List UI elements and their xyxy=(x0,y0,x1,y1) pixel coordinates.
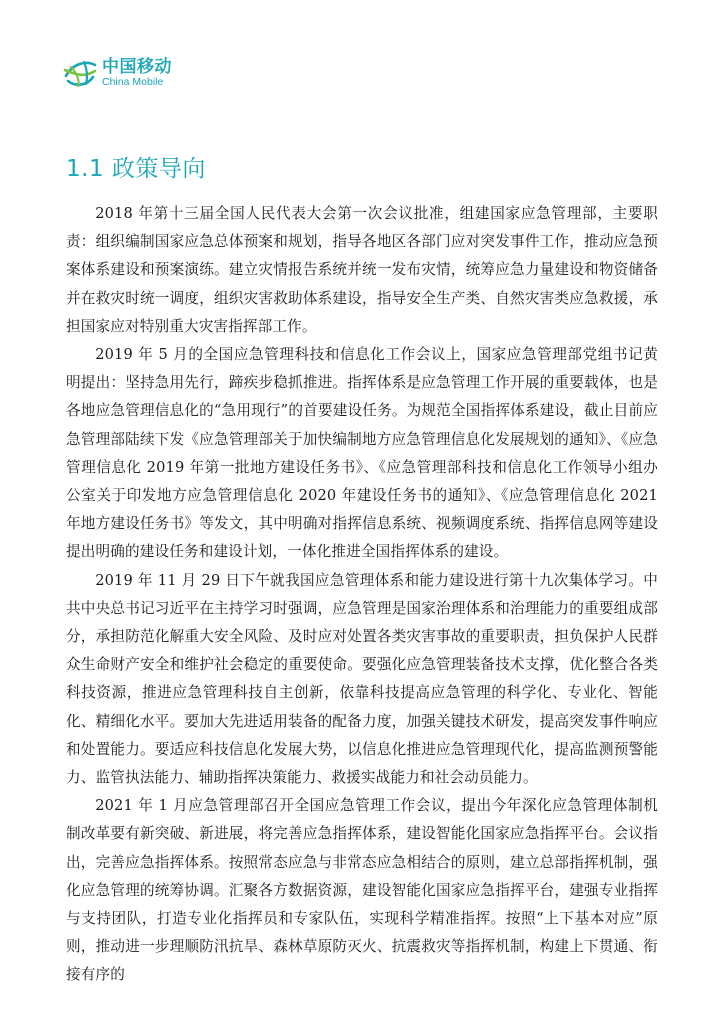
logo-english-name: China Mobile xyxy=(102,75,164,88)
logo-chinese-name: 中国移动 xyxy=(102,56,172,77)
paragraph-3: 2019 年 11 月 29 日下午就我国应急管理体系和能力建设进行第十九次集体学习。中共中央总书记习近平在主持学习时强调，应急管理是国家治理体系和治理能力的重要组成部分，承担防范化解重大安全风险、及时应对处置各类灾害事故的重要职责，担负保护人民群众生命财产安全和维护社会稳定的重要使命。要强化应急管理装备技术支撑，优化整合各类科技资源，推进应急管理科技自主创新，依靠科技提高应急管理的科学化、专业化、智能化、精细化水平。要加大先进适用装备的配备力度，加强关键技术研发，提高突发事件响应和处置能力。要适应科技信息化发展大势，以信息化推进应急管理现代化，提高监测预警能力、监管执法能力、辅助指挥决策能力、救援实战能力和社会动员能力。 xyxy=(66,571,658,787)
section-title: 1.1 政策导向 xyxy=(66,156,206,182)
paragraph-2: 2019 年 5 月的全国应急管理科技和信息化工作会议上，国家应急管理部党组书记黄明提出：坚持急用先行，蹄疾步稳抓推进。指挥体系是应急管理工作开展的重要载体，也是各地应急管理信息化的“急用现行”的首要建设任务。为规范全国指挥体系建设，截止目前应急管理部陆续下发《应急管理部关于加快编制地方应急管理信息化发展规划的通知》、《应急管理信息化 2019 年第一批地方建设任务书》、《应急管理部科技和信息化工作领导小组办公室关于印发地方应急管理信息化 2020 年建设任务书的通知》、《应急管理信息化 2021 年地方建设任务书》等发文，其中明确对指挥信息系统、视频调度系统、指挥信息网等建设提出明确的建设任务和建设计划，一体化推进全国指挥体系的建设。 xyxy=(66,346,658,561)
logo-wordmark xyxy=(102,56,172,88)
paragraph-1: 2018 年第十三届全国人民代表大会第一次会议批准，组建国家应急管理部，主要职责：组织编制国家应急总体预案和规划，指导各地区各部门应对突发事件工作，推动应急预案体系建设和预案演练。建立灾情报告系统并统一发布灾情，统筹应急力量建设和物资储备并在救灾时统一调度，组织灾害救助体系建设，指导安全生产类、自然灾害类应急救援，承担国家应对特别重大灾害指挥部工作。 xyxy=(66,205,658,335)
brand-logo xyxy=(62,56,172,90)
document-body xyxy=(66,200,658,990)
paragraph-4: 2021 年 1 月应急管理部召开全国应急管理工作会议，提出今年深化应急管理体制机制改革要有新突破、新进展，将完善应急指挥体系，建设智能化国家应急指挥平台。会议指出，完善应急指挥体系。按照常态应急与非常态应急相结合的原则，建立总部指挥机制，强化应急管理的统筹协调。汇聚各方数据资源，建设智能化国家应急指挥平台，建强专业指挥与支持团队，打造专业化指挥员和专家队伍，实现科学精准指挥。按照“上下基本对应”原则，推动进一步理顺防汛抗旱、森林草原防灭火、抗震救灾等指挥机制，构建上下贯通、衔接有序的 xyxy=(66,797,658,984)
china-mobile-logo-icon xyxy=(62,56,98,90)
